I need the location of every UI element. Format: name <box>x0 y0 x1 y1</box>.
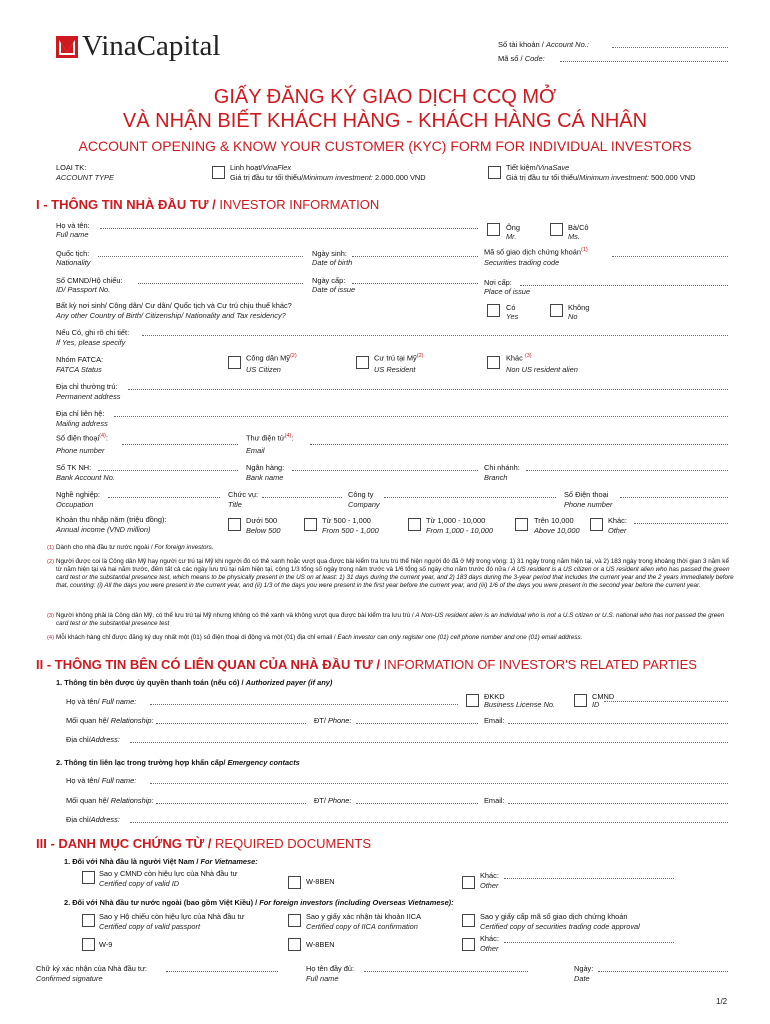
company-phone-label-en: Phone number <box>564 500 613 509</box>
yes-label: Có <box>506 303 516 312</box>
income-below-500-checkbox[interactable] <box>228 518 241 531</box>
payer-bl-label: ĐKKD <box>484 692 505 701</box>
vinaflex-label: Linh hoạt/VinaFlex <box>230 163 292 172</box>
income-label: Khoản thu nhập năm (triệu đồng): <box>56 515 167 524</box>
mr-label-en: Mr. <box>506 232 517 241</box>
doc-passport-label: Sao y Hộ chiếu còn hiệu lực của Nhà đầu tư <box>99 912 245 921</box>
perm-addr-field[interactable] <box>128 389 728 390</box>
emergency-addr-label: Địa chỉ/Address: <box>66 815 120 824</box>
branch-field[interactable] <box>526 470 728 471</box>
us-citizen-label-en: US Citizen <box>246 365 281 374</box>
doc-trading-code-checkbox[interactable] <box>462 914 475 927</box>
docs-foreign-subtitle: 2. Đối với Nhà đầu tư nước ngoài (bao gồm Việt Kiều) / For foreign investors (including Overseas Vietnamese): <box>64 898 454 907</box>
income-500-1000-label-en: From 500 - 1,000 <box>322 526 379 535</box>
doc-id-copy-checkbox[interactable] <box>82 871 95 884</box>
full-name-label-en: Full name <box>56 230 89 239</box>
doc-iica-label: Sao y giấy xác nhận tài khoản IICA <box>306 912 422 921</box>
doc-foreign-w8ben-label: W-8BEN <box>306 940 335 949</box>
income-below-500-label-en: Below 500 <box>246 526 281 535</box>
title-en: ACCOUNT OPENING & KNOW YOUR CUSTOMER (KYC) FORM FOR INDIVIDUAL INVESTORS <box>78 138 692 154</box>
income-other-label-en: Other <box>608 526 627 535</box>
yes-label-en: Yes <box>506 312 519 321</box>
ms-label-en: Ms. <box>568 232 580 241</box>
income-label-en: Annual income (VND million) <box>56 525 151 534</box>
vinasave-checkbox[interactable] <box>488 166 501 179</box>
doc-foreign-other-label: Khác: <box>480 934 499 943</box>
id-no-label: Số CMND/Hộ chiếu: <box>56 276 123 285</box>
income-above-10000-label: Trên 10,000 <box>534 516 574 525</box>
vinaflex-min: Giá trị đầu tư tối thiểu/Minimum investment: 2.000.000 VND <box>230 173 426 182</box>
signature-label-en: Confirmed signature <box>36 974 103 983</box>
trading-code-label-en: Securities trading code <box>484 258 560 267</box>
income-1000-10000-label-en: From 1,000 - 10,000 <box>426 526 493 535</box>
emergency-name-field[interactable] <box>150 783 728 784</box>
payer-phone-label: ĐT/ Phone: <box>314 716 352 725</box>
payer-bl-label-en: Business License No. <box>484 700 556 709</box>
dob-field[interactable] <box>352 256 478 257</box>
mail-addr-label-en: Mailing address <box>56 419 108 428</box>
us-resident-checkbox[interactable] <box>356 356 369 369</box>
perm-addr-label-en: Permanent address <box>56 392 121 401</box>
bank-acc-label: Số TK NH: <box>56 463 92 472</box>
account-no-label: Số tài khoản / Account No.: <box>498 40 589 49</box>
doc-foreign-other-label-en: Other <box>480 944 499 953</box>
other-country-no-checkbox[interactable] <box>550 304 563 317</box>
payer-name-label: Họ và tên/ Full name: <box>66 697 137 706</box>
fatca-label: Nhóm FATCA: <box>56 355 104 364</box>
company-label: Công ty <box>348 490 374 499</box>
id-no-label-en: ID/ Passport No. <box>56 285 111 294</box>
full-name-label: Họ và tên: <box>56 221 90 230</box>
title-field-label: Chức vụ: <box>228 490 259 499</box>
account-type-label-en: ACCOUNT TYPE <box>56 173 114 182</box>
branch-label-en: Branch <box>484 473 508 482</box>
other-country-question: Bất kỳ nơi sinh/ Công dân/ Cư dân/ Quốc tịch và Cư trú chịu thuế khác? <box>56 301 292 310</box>
occupation-label-en: Occupation <box>56 500 94 509</box>
bank-name-field[interactable] <box>292 470 478 471</box>
income-other-label: Khác: <box>608 516 627 525</box>
doc-w9-checkbox[interactable] <box>82 938 95 951</box>
income-other-field[interactable] <box>634 523 728 524</box>
footnote-4: (4) Mỗi khách hàng chỉ được đăng ký duy nhất một (01) số điện thoại di động và một (01) địa chỉ email / Each investor can only register one (01) cell phone number and one (01) email address. <box>47 634 583 641</box>
us-citizen-checkbox[interactable] <box>228 356 241 369</box>
doc-iica-label-en: Certified copy of IICA confirmation <box>306 922 418 931</box>
company-phone-field[interactable] <box>620 497 728 498</box>
doc-id-copy-label: Sao y CMND còn hiệu lực của Nhà đầu tư <box>99 869 238 878</box>
doc-passport-label-en: Certified copy of valid passport <box>99 922 201 931</box>
payer-id-checkbox[interactable] <box>574 694 587 707</box>
signer-name-label: Họ tên đầy đủ: <box>306 964 355 973</box>
doc-w9-label: W-9 <box>99 940 113 949</box>
issue-date-label: Ngày cấp: <box>312 276 346 285</box>
us-resident-label: Cư trú tại Mỹ$^{(2)}$ <box>374 353 424 363</box>
full-name-field[interactable] <box>100 228 478 229</box>
nationality-label: Quốc tịch: <box>56 249 90 258</box>
footnote-1: (1) Dành cho nhà đầu tư nước ngoài / For foreign investors. <box>47 544 214 551</box>
income-1000-10000-label: Từ 1,000 - 10,000 <box>426 516 486 525</box>
income-500-1000-checkbox[interactable] <box>304 518 317 531</box>
emergency-subtitle: 2. Thông tin liên lạc trong trường hợp khẩn cấp/ Emergency contacts <box>56 758 300 767</box>
emergency-rel-field[interactable] <box>156 803 306 804</box>
vinasave-min: Giá trị đầu tư tối thiểu/Minimum investment: 500.000 VND <box>506 173 696 182</box>
code-field[interactable] <box>560 61 728 62</box>
trading-code-label: Mã số giao dịch chứng khoán$^{(1)}$ <box>484 247 588 257</box>
bank-name-label-en: Bank name <box>246 473 284 482</box>
bank-acc-label-en: Bank Account No. <box>56 473 115 482</box>
vinasave-label: Tiết kiệm/VinaSave <box>506 163 570 172</box>
doc-other-label: Khác: <box>480 871 499 880</box>
doc-w8ben-checkbox[interactable] <box>288 876 301 889</box>
trading-code-field[interactable] <box>612 256 728 257</box>
brand-name: VinaCapital <box>82 30 221 62</box>
email-label-en: Email <box>246 446 265 455</box>
docs-vn-subtitle: 1. Đối với Nhà đầu là người Việt Nam / For Vietnamese: <box>64 857 258 866</box>
id-no-field[interactable] <box>138 283 303 284</box>
sign-date-field[interactable] <box>598 971 728 972</box>
authorized-payer-subtitle: 1. Thông tin bên được ủy quyền thanh toán (nếu có) / Authorized payer (if any) <box>56 678 333 687</box>
mr-checkbox[interactable] <box>487 223 500 236</box>
doc-w8ben-label: W-8BEN <box>306 877 335 886</box>
bank-name-label: Ngân hàng: <box>246 463 285 472</box>
payer-id-field[interactable] <box>604 701 728 702</box>
emergency-email-field[interactable] <box>508 803 728 804</box>
issue-place-label-en: Place of issue <box>484 287 531 296</box>
company-field[interactable] <box>384 497 556 498</box>
section-1-title: I - THÔNG TIN NHÀ ĐẦU TƯ / INVESTOR INFORMATION <box>36 197 380 212</box>
nationality-label-en: Nationality <box>56 258 91 267</box>
non-us-label: Khác $^{(3)}$ <box>506 353 532 363</box>
doc-other-label-en: Other <box>480 881 499 890</box>
section-2-title: II - THÔNG TIN BÊN CÓ LIÊN QUAN CỦA NHÀ ĐẦU TƯ / INFORMATION OF INVESTOR'S RELATED PARTIES <box>36 657 697 672</box>
signer-name-label-en: Full name <box>306 974 339 983</box>
phone-field[interactable] <box>122 444 238 445</box>
income-other-checkbox[interactable] <box>590 518 603 531</box>
mr-label: Ông <box>506 223 520 232</box>
us-citizen-label: Công dân Mỹ$^{(2)}$ <box>246 353 297 363</box>
payer-rel-label: Mối quan hệ/ Relationship: <box>66 716 154 725</box>
email-label: Thư điện tử$^{(4)}$: <box>246 433 294 443</box>
emergency-phone-label: ĐT/ Phone: <box>314 796 352 805</box>
bank-acc-field[interactable] <box>98 470 238 471</box>
email-field[interactable] <box>310 444 728 445</box>
income-500-1000-label: Từ 500 - 1,000 <box>322 516 371 525</box>
signature-label: Chữ ký xác nhận của Nhà đầu tư: <box>36 964 147 973</box>
other-country-question-en: Any other Country of Birth/ Citizenship/ Nationality and Tax residency? <box>56 311 286 320</box>
issue-date-label-en: Date of issue <box>312 285 356 294</box>
account-no-field[interactable] <box>612 47 728 48</box>
footnote-2: (2) Người được coi là Công dân Mỹ hay người cư trú tại Mỹ khi người đó có thẻ xanh hoặc vượt qua được bài kiểm tra lưu trú thể hiện người đó đã ở Mỹ trong vòng: 1) 31 ngày trong năm hiện tại, và 2) 183 ngày trong khoảng thời gian 3 năm kể từ năm hiện tại và hai năm trước, đếm tất cả các ngày lưu trú tại năm hiện tại, cộng 1/3 tổng số ngày trong năm trước và 1/6 tổng số ngày cho năm trước đó nữa / A US resident is a US citizen or a US resident alien who has passed the green card test or the substantial presence test, which means to be physically present in the US on at least: 1) 31 days during the current year, and 2) 183 days during the 3-year period that includes the current year and the 2 years immediately before that, counting: (i) All the days you were present in the current year, and (ii) 1/3 of the days you were present in the first year before the current year, and (iii) 1/6 of the days you were present in the second year before the current year. <box>47 558 734 589</box>
income-1000-10000-checkbox[interactable] <box>408 518 421 531</box>
if-yes-field[interactable] <box>142 335 728 336</box>
account-type-label: LOẠI TK: <box>56 163 87 172</box>
mail-addr-field[interactable] <box>114 416 728 417</box>
sign-date-label: Ngày: <box>574 964 594 973</box>
mail-addr-label: Địa chỉ liên hệ: <box>56 409 105 418</box>
emergency-name-label: Họ và tên/ Full name: <box>66 776 137 785</box>
phone-label: Số điện thoại$^{(4)}$: <box>56 433 108 443</box>
no-label: Không <box>568 303 590 312</box>
signer-name-field[interactable] <box>364 971 528 972</box>
footnote-3: (3) Người không phải là Công dân Mỹ, có thể lưu trú tại Mỹ nhưng không có thẻ xanh và không vượt qua được bài kiểm tra lưu trú / A Non-US resident alien is an individual who is not a U.S citizen or U.S. national who has not passed the green card test or the substantial presence test <box>47 612 725 627</box>
other-country-yes-checkbox[interactable] <box>487 304 500 317</box>
branch-label: Chi nhánh: <box>484 463 520 472</box>
payer-addr-label: Địa chỉ/Address: <box>66 735 120 744</box>
doc-other-field[interactable] <box>504 878 674 879</box>
payer-email-field[interactable] <box>508 723 728 724</box>
doc-trading-code-label: Sao y giấy cấp mã số giao dịch chứng khoán <box>480 912 628 921</box>
title-vi-line1: GIẤY ĐĂNG KÝ GIAO DỊCH CCQ MỞ <box>213 86 557 108</box>
doc-foreign-other-checkbox[interactable] <box>462 938 475 951</box>
doc-foreign-other-field[interactable] <box>504 942 674 943</box>
code-label: Mã số / Code: <box>498 54 545 63</box>
dob-label-en: Date of birth <box>312 258 353 267</box>
payer-phone-field[interactable] <box>356 723 478 724</box>
doc-iica-checkbox[interactable] <box>288 914 301 927</box>
emergency-rel-label: Mối quan hệ/ Relationship: <box>66 796 154 805</box>
income-above-10000-checkbox[interactable] <box>515 518 528 531</box>
income-above-10000-label-en: Above 10,000 <box>534 526 580 535</box>
us-resident-label-en: US Resident <box>374 365 416 374</box>
sign-date-label-en: Date <box>574 974 590 983</box>
title-field-label-en: Title <box>228 500 242 509</box>
payer-business-license-checkbox[interactable] <box>466 694 479 707</box>
occupation-label: Nghề nghiệp: <box>56 490 100 499</box>
no-label-en: No <box>568 312 578 321</box>
section-3-title: III - DANH MỤC CHỨNG TỪ / REQUIRED DOCUMENTS <box>36 836 372 851</box>
issue-date-field[interactable] <box>352 283 478 284</box>
occupation-field[interactable] <box>108 497 220 498</box>
if-yes-label-en: If Yes, please specify <box>56 338 126 347</box>
fatca-label-en: FATCA Status <box>56 365 102 374</box>
non-us-checkbox[interactable] <box>487 356 500 369</box>
doc-trading-code-label-en: Certified copy of securities trading code approval <box>480 922 640 931</box>
title-field[interactable] <box>262 497 342 498</box>
signature-field[interactable] <box>166 971 278 972</box>
doc-passport-checkbox[interactable] <box>82 914 95 927</box>
dob-label: Ngày sinh: <box>312 249 347 258</box>
doc-other-checkbox[interactable] <box>462 876 475 889</box>
ms-checkbox[interactable] <box>550 223 563 236</box>
company-phone-label: Số Điện thoại <box>564 490 609 499</box>
nationality-field[interactable] <box>98 256 303 257</box>
title-vi-line2: VÀ NHẬN BIẾT KHÁCH HÀNG - KHÁCH HÀNG CÁ NHÂN <box>122 110 648 132</box>
emergency-email-label: Email: <box>484 796 505 805</box>
phone-label-en: Phone number <box>56 446 105 455</box>
payer-name-field[interactable] <box>150 704 458 705</box>
issue-place-label: Nơi cấp: <box>484 278 512 287</box>
company-label-en: Company <box>348 500 380 509</box>
vinacapital-logo-icon <box>56 36 78 58</box>
payer-id-label-en: ID <box>592 700 600 709</box>
payer-addr-field[interactable] <box>130 742 728 743</box>
vinaflex-checkbox[interactable] <box>212 166 225 179</box>
income-below-500-label: Dưới 500 <box>246 516 278 525</box>
emergency-phone-field[interactable] <box>356 803 478 804</box>
page-number: 1/2 <box>716 997 728 1006</box>
issue-place-field[interactable] <box>520 285 728 286</box>
doc-foreign-w8ben-checkbox[interactable] <box>288 938 301 951</box>
ms-label: Bà/Cô <box>568 223 589 232</box>
perm-addr-label: Địa chỉ thường trú: <box>56 382 118 391</box>
payer-id-label: CMND <box>592 692 615 701</box>
if-yes-label: Nếu Có, ghi rõ chi tiết: <box>56 328 130 337</box>
payer-email-label: Email: <box>484 716 505 725</box>
doc-id-copy-label-en: Certified copy of valid ID <box>99 879 180 888</box>
emergency-addr-field[interactable] <box>130 822 728 823</box>
payer-rel-field[interactable] <box>156 723 306 724</box>
non-us-label-en: Non US resident alien <box>506 365 578 374</box>
